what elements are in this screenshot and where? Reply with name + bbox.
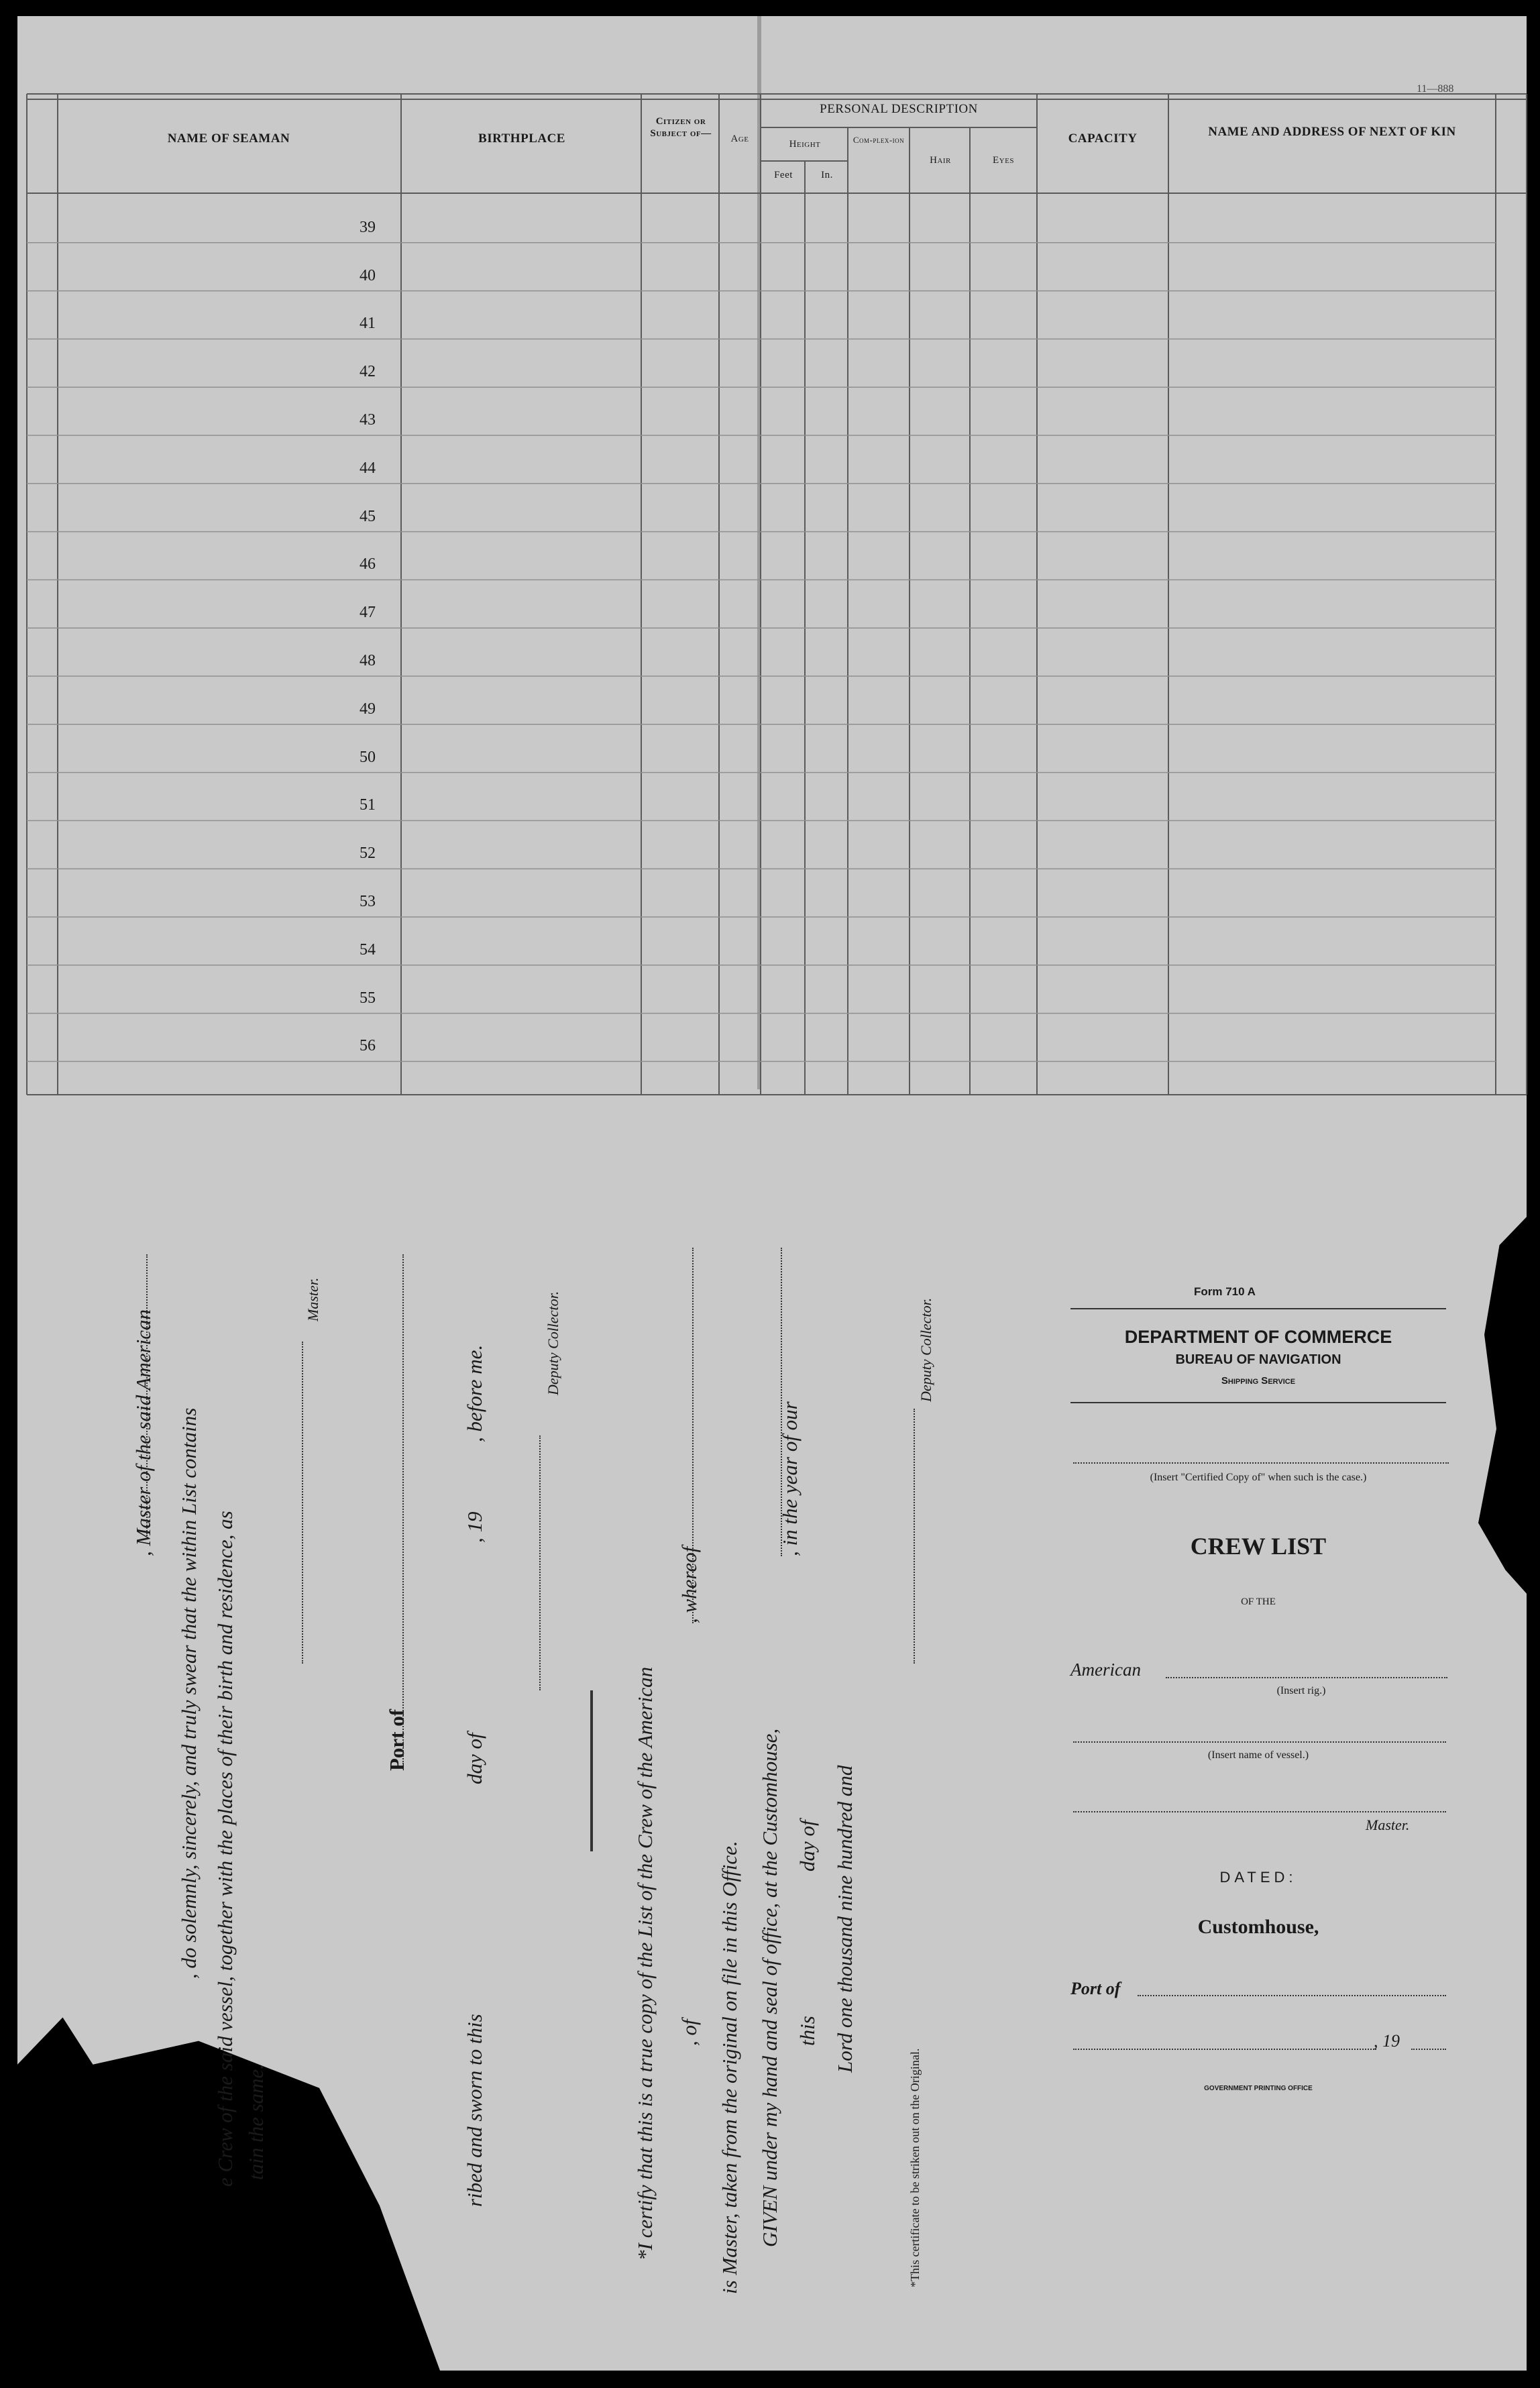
certificate-blank-year	[781, 1248, 782, 1556]
cover-form-number: Form 710 A	[1194, 1285, 1256, 1298]
row-number: 54	[360, 940, 376, 959]
header-personal-description: PERSONAL DESCRIPTION	[820, 102, 978, 116]
cover-insert-vessel: (Insert name of vessel.)	[1207, 1749, 1309, 1761]
certificate-line-1: *I certify that this is a true copy of the List of the Crew of the American	[633, 1666, 657, 2261]
oath-subscribed: ribed and sworn to this	[463, 2014, 486, 2207]
cover-of-the: OF THE	[1241, 1596, 1276, 1607]
header-next-of-kin: NAME AND ADDRESS OF NEXT OF KIN	[1208, 125, 1456, 139]
row-number: 51	[360, 796, 376, 814]
certificate-day-of: day of	[795, 1820, 819, 1871]
row-number: 40	[360, 266, 376, 284]
header-age: Age	[730, 133, 749, 144]
cover-rule-top	[1070, 1308, 1446, 1309]
oath-blank-master	[302, 1342, 303, 1664]
cover-blank-port	[1138, 1995, 1446, 1996]
table-grid	[0, 0, 1540, 1107]
cover-department: DEPARTMENT OF COMMERCE	[1124, 1327, 1392, 1347]
cover-blank-year	[1411, 2049, 1446, 2050]
cover-port-of: Port of	[1070, 1979, 1121, 1998]
header-hair: Hair	[930, 155, 951, 166]
cover-blank-vessel	[1073, 1741, 1446, 1743]
row-number: 47	[360, 604, 376, 622]
cover-master-label: Master.	[1366, 1816, 1410, 1833]
header-eyes: Eyes	[993, 155, 1014, 166]
header-feet: Feet	[774, 170, 793, 180]
cover-insert-rig: (Insert rig.)	[1276, 1685, 1326, 1696]
oath-blank-name	[146, 1254, 148, 1536]
cover-title: CREW LIST	[1190, 1533, 1327, 1560]
oath-line-3: e Crew of the said vessel, together with the places of their birth and residence, as	[213, 1511, 237, 2187]
row-number: 52	[360, 845, 376, 863]
cover-american: American	[1070, 1660, 1141, 1680]
cover-blank-certified	[1073, 1462, 1449, 1464]
cover-printer: GOVERNMENT PRINTING OFFICE	[1204, 2085, 1313, 2092]
corner-form-mark: 11—888	[1417, 83, 1454, 95]
oath-line-4: tain the same.	[244, 2063, 268, 2180]
row-number: 49	[360, 700, 376, 718]
certificate-blank-master	[692, 1248, 694, 1623]
row-number: 46	[360, 555, 376, 574]
oath-blank-deputy	[539, 1435, 541, 1690]
certificate-line-3: is Master, taken from the original on file in this Office.	[718, 1841, 741, 2294]
row-number: 42	[360, 363, 376, 381]
cover-blank-master	[1073, 1811, 1446, 1812]
header-inches: In.	[821, 170, 833, 180]
certificate-this: this	[795, 2016, 819, 2046]
oath-before-me: , before me.	[463, 1344, 486, 1442]
cover-dated: DATED:	[1219, 1869, 1297, 1886]
row-number: 39	[360, 218, 376, 236]
cover-service: Shipping Service	[1221, 1375, 1296, 1387]
oath-deputy-collector: Deputy Collector.	[545, 1291, 561, 1395]
cover-customhouse: Customhouse,	[1197, 1916, 1319, 1938]
header-citizen: Citizen or Subject of—	[650, 116, 712, 139]
row-number: 50	[360, 748, 376, 766]
certificate-blank-deputy	[914, 1409, 915, 1664]
certificate-footnote: *This certificate to be striken out on the Original.	[908, 2048, 922, 2287]
cover-blank-rig	[1166, 1677, 1447, 1678]
certificate-year-of-our: , in the year of our	[778, 1401, 802, 1556]
row-number: 56	[360, 1037, 376, 1055]
cover-bureau: BUREAU OF NAVIGATION	[1175, 1352, 1341, 1367]
oath-line-1: , Master of the said American	[131, 1309, 155, 1556]
cover-rule-bottom	[1070, 1402, 1446, 1403]
cover-blank-date	[1073, 2049, 1376, 2050]
row-number: 53	[360, 893, 376, 910]
cover-insert-certified: (Insert "Certified Copy of" when such is the case.)	[1150, 1472, 1367, 1483]
row-number: 48	[360, 652, 376, 669]
oath-port-of: Port of	[385, 1708, 408, 1771]
oath-blank-port	[402, 1254, 404, 1764]
oath-seal-rule	[590, 1690, 593, 1851]
header-height: Height	[789, 139, 821, 150]
certificate-line-4: GIVEN under my hand and seal of office, at the Customhouse,	[758, 1728, 781, 2247]
oath-master-label: Master.	[305, 1277, 321, 1321]
cover-year: , 19	[1374, 2031, 1400, 2051]
row-number: 43	[360, 411, 376, 429]
oath-day-of: day of	[463, 1733, 486, 1784]
certificate-lord: Lord one thousand nine hundred and	[833, 1765, 857, 2073]
row-number: 41	[360, 315, 376, 333]
row-number: 44	[360, 459, 376, 477]
certificate-deputy-collector: Deputy Collector.	[918, 1297, 934, 1402]
header-capacity: CAPACITY	[1068, 131, 1138, 146]
header-birthplace: BIRTHPLACE	[478, 131, 565, 146]
row-number: 45	[360, 507, 376, 525]
row-number: 55	[360, 989, 376, 1007]
header-name-of-seaman: NAME OF SEAMAN	[167, 131, 290, 146]
header-complexion: Com-plex-ion	[852, 135, 905, 145]
oath-line-2: , do solemnly, sincerely, and truly swear that the within List contains	[177, 1407, 201, 1979]
certificate-whereof: , whereof	[677, 1546, 701, 1623]
certificate-of: , of	[677, 2019, 701, 2046]
oath-year: , 19	[463, 1511, 486, 1543]
